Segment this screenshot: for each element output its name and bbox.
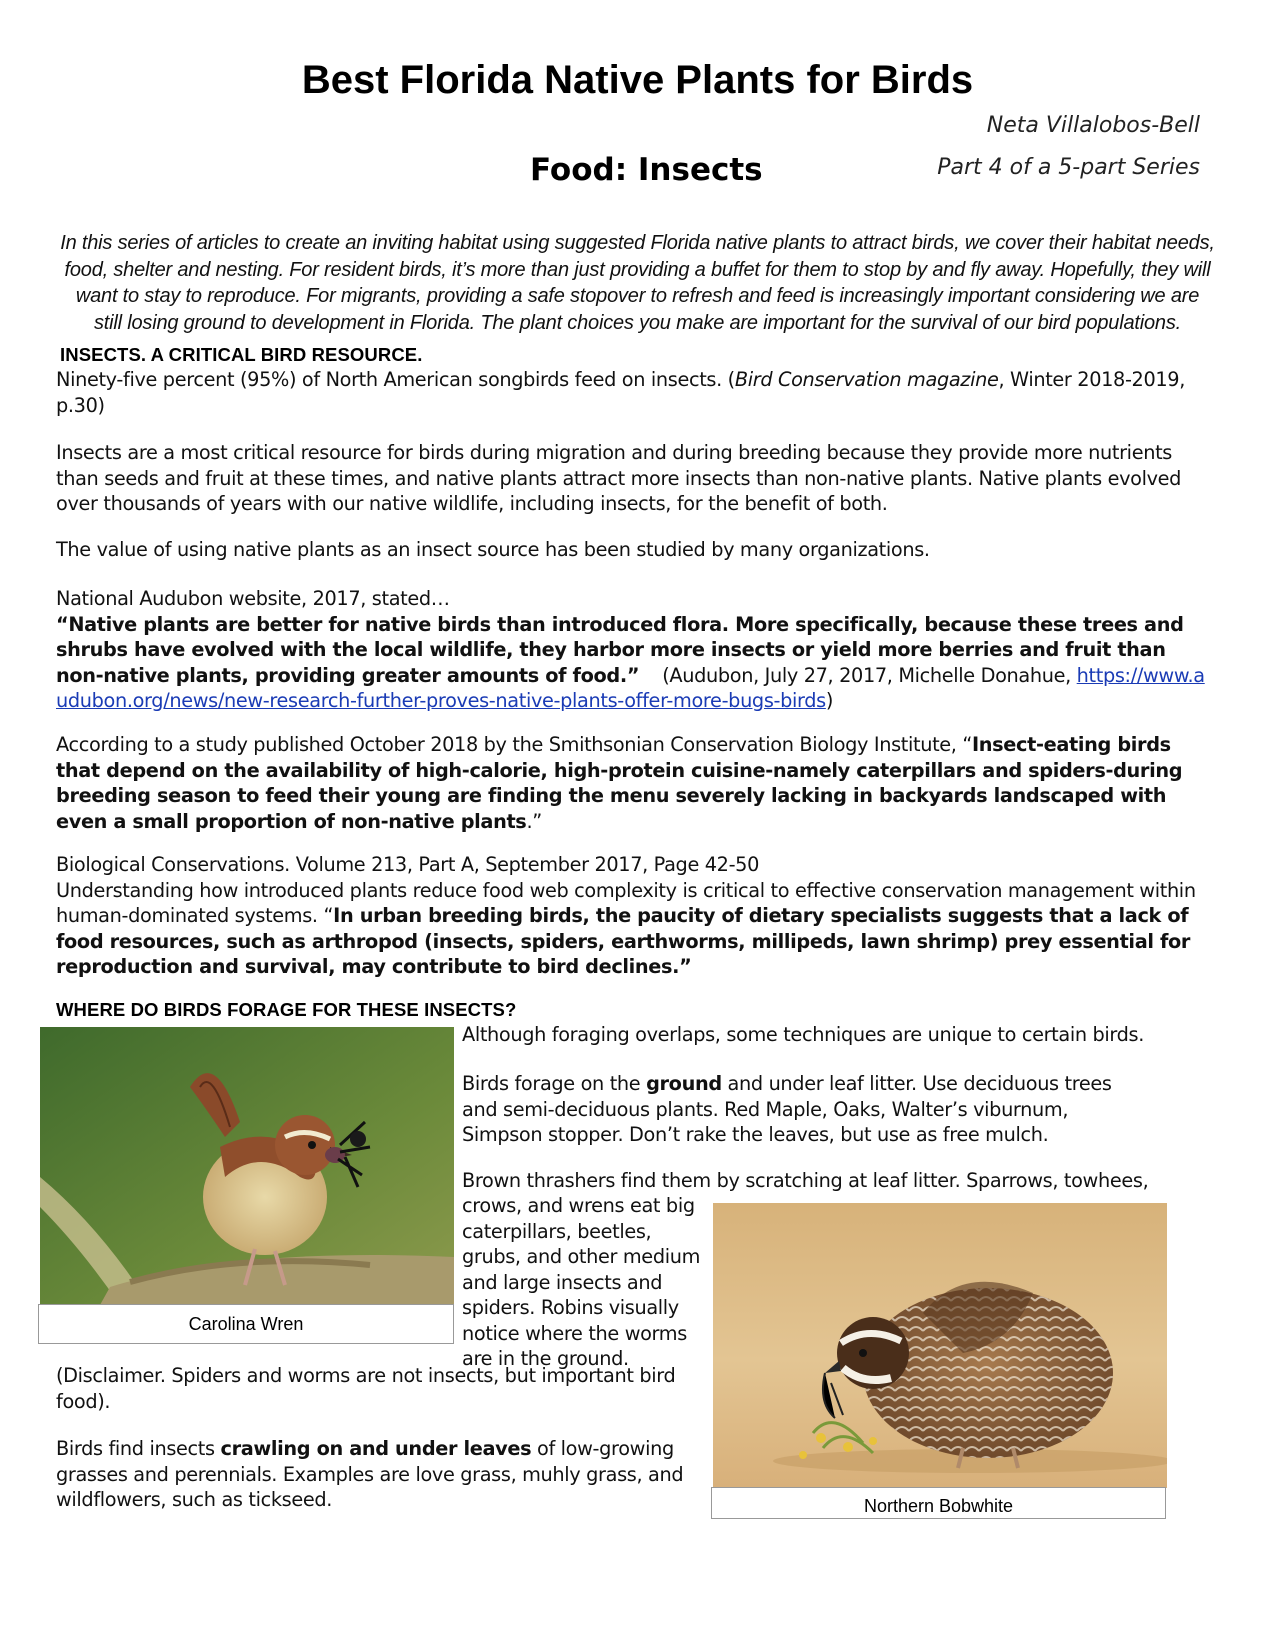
- crawling-bold: crawling on and under leaves: [220, 1437, 532, 1460]
- ground-bold: ground: [646, 1072, 722, 1095]
- paragraph-disclaimer: (Disclaimer. Spiders and worms are not insects, but important bird food).: [56, 1364, 676, 1413]
- series-label: Part 4 of a 5-part Series: [937, 155, 1200, 180]
- page-title: Best Florida Native Plants for Birds: [301, 58, 974, 102]
- citation-line: Biological Conservations. Volume 213, Part A, September 2017, Page 42-50: [56, 853, 760, 876]
- paragraph-biological-conservations: [56, 852, 1216, 980]
- paragraph-smithsonian: [56, 732, 1216, 834]
- paragraph-value: The value of using native plants as an insect source has been studied by many organizations.: [56, 538, 930, 561]
- audubon-quote-bold: “Native plants are better for native birds than introduced flora. More specifically, because these trees and shrubs have evolved with the local wildlife, they harbor more insects or yield more berries and fruit than non-native plants, providing greater amounts of food.”: [56, 612, 1184, 687]
- paragraph-crawling: [56, 1436, 706, 1513]
- northern-bobwhite-caption: Northern Bobwhite: [711, 1487, 1166, 1519]
- paragraph-thrashers-line1: Brown thrashers find them by scratching at leaf litter. Sparrows, towhees,: [462, 1169, 1149, 1192]
- author-name: Neta Villalobos-Bell: [986, 113, 1200, 138]
- intro-paragraph: In this series of articles to create an inviting habitat using suggested Florida native plants to attract birds, we cover their habitat needs, food, shelter and nesting. For resident birds, it’s more than just providing a buffet for them to stop by and fly away. Hopefully, they will want to stay to reproduce. For migrants, providing a safe stopover to refresh and feed is increasingly important considering we are still losing ground to development in Florida. The plant choices you make are important for the survival of our bird populations.: [60, 232, 1215, 334]
- section-heading-forage: WHERE DO BIRDS FORAGE FOR THESE INSECTS?: [56, 999, 517, 1020]
- audubon-link[interactable]: https://www.audubon.org/news/new-research-further-proves-native-plants-offer-more-bugs-birds: [56, 663, 1205, 712]
- text-span: .”: [526, 809, 542, 833]
- paragraph-thrashers-rest: crows, and wrens eat big caterpillars, beetles, grubs, and other medium and large insects and spiders. Robins visually notice where the worms are in the ground.: [462, 1194, 701, 1370]
- text-span: , Winter 2018-2019, p.30): [56, 368, 1185, 417]
- audubon-quote: [56, 612, 1216, 714]
- paragraph-ground-forage: [462, 1071, 1142, 1148]
- carolina-wren-caption: Carolina Wren: [38, 1304, 454, 1344]
- northern-bobwhite-image: [713, 1203, 1167, 1488]
- audubon-citation: (Audubon, July 27, 2017, Michelle Donahue,: [639, 663, 1077, 687]
- section1-body: [56, 367, 1216, 418]
- carolina-wren-image: [40, 1027, 454, 1305]
- carolina-wren-photo: [40, 1027, 454, 1305]
- text-span: Understanding how introduced plants reduce food web complexity is critical to effective conservation management within human-dominated systems. “: [56, 878, 1196, 927]
- paragraph-audubon: [56, 586, 1216, 714]
- northern-bobwhite-photo: [713, 1203, 1167, 1488]
- text-span: of low-growing grasses and perennials. Examples are love grass, muhly grass, and wildflowers, such as tickseed.: [56, 1437, 684, 1511]
- text-span: Birds forage on the: [462, 1072, 647, 1095]
- magazine-title: Bird Conservation magazine: [734, 368, 999, 391]
- biocons-quote-bold: In urban breeding birds, the paucity of dietary specialists suggests that a lack of food resources, such as arthropod (insects, spiders, earthworms, millipeds, lawn shrimp) prey essential for reproduction and survival, may contribute to bird declines.”: [56, 904, 1191, 978]
- section-heading-insects: INSECTS. A CRITICAL BIRD RESOURCE.: [60, 344, 423, 365]
- text-span: Ninety-five percent (95%) of North American songbirds feed on insects. (: [56, 368, 735, 391]
- page-subtitle: Food: Insects: [530, 152, 763, 188]
- smithsonian-quote-bold: Insect-eating birds that depend on the availability of high-calorie, high-protein cuisine-namely caterpillars and spiders-during breeding season to feed their young are finding the menu severely lacking in backyards landscaped with even a small proportion of non-native plants: [56, 733, 1183, 833]
- paragraph-songbirds: [56, 367, 1216, 418]
- forage-intro: Although foraging overlaps, some techniques are unique to certain birds.: [462, 1023, 1145, 1046]
- text-span: and under leaf litter. Use deciduous trees and semi-deciduous plants. Red Maple, Oaks, Walter’s viburnum, Simpson stopper. Don’t rake the leaves, but use as free mulch.: [462, 1072, 1112, 1146]
- text-span: ): [825, 689, 834, 712]
- text-span: Birds find insects: [56, 1437, 221, 1460]
- audubon-intro: National Audubon website, 2017, stated…: [56, 587, 450, 610]
- paragraph-critical-resource: Insects are a most critical resource for birds during migration and during breeding because they provide more nutrients than seeds and fruit at these times, and native plants attract more insects than non-native plants. Native plants evolved over thousands of years with our native wildlife, including insects, for the benefit of both.: [56, 441, 1182, 515]
- text-span: According to a study published October 2018 by the Smithsonian Conservation Biology Institute, “: [56, 733, 972, 756]
